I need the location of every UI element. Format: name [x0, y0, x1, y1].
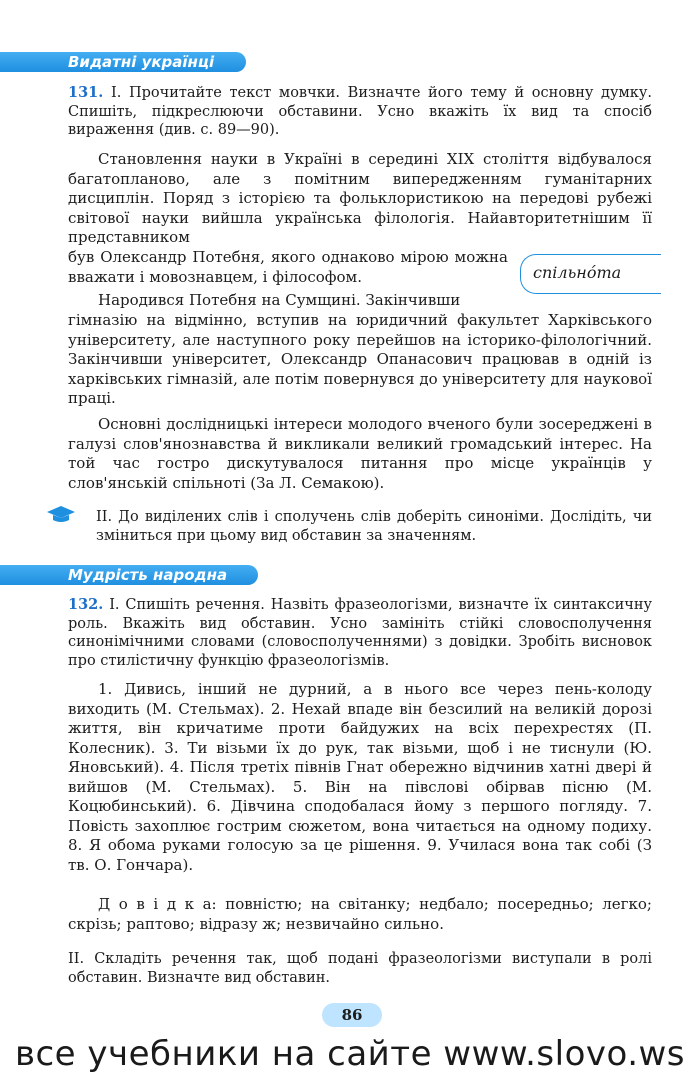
- sidebar-vocab-word: [520, 254, 661, 294]
- task-instruction: І. Прочитайте текст мовчки. Визначте його тему й основну думку. Спишіть, підкреслюючи обставини. Усно вкажіть їх вид та спосіб вираження (див. с. 89—90).: [68, 85, 652, 138]
- reference-label: Д о в і д к а:: [98, 895, 217, 913]
- task-131: [68, 84, 652, 140]
- task-131-part-2: ІІ. До виділених слів і сполучень слів доберіть синоніми. Дослідіть, чи зміниться при цьому вид обставин за значенням.: [96, 509, 652, 544]
- task-number: 131.: [68, 84, 104, 101]
- vocab-word: спільно́та: [533, 263, 622, 282]
- text-paragraph-2-start: Народився Потебня на Сумщині. Закінчивши: [98, 291, 461, 309]
- text-paragraph-3: Основні дослідницькі інтереси молодого вченого були зосереджені в галузі слов'янознавства й викликали великий громадський інтерес. На той час гостро дискутувалося питання про місце українців у слов'янській спільноті (За Л. Семакою).: [68, 415, 652, 492]
- text-paragraph-2: гімназію на відмінно, вступив на юридичний факультет Харківського університету, але наступного року перейшов на історико-філологічний. Закінчивши університет, Олександр Опанасович працював в одній із харківських гімназій, але потім повернувся до університету для наукової праці.: [68, 311, 652, 407]
- task-instruction: І. Спишіть речення. Назвіть фразеологізми, визначте їх синтаксичну роль. Вкажіть вид обставин. Усно замініть стійкі словосполучення синонімічними словами (словосполученнями) з довідки. Зробіть висновок про стилістичну функцію фразеологізмів.: [68, 597, 653, 669]
- page-number: 86: [322, 1003, 382, 1027]
- task-132: [68, 596, 652, 670]
- graduation-cap-icon: [46, 505, 76, 523]
- reference-box: [68, 895, 652, 934]
- section-header-famous-ukrainians: [0, 52, 246, 72]
- section-header-folk-wisdom: [0, 565, 258, 585]
- section-title: Мудрість народна: [68, 566, 228, 584]
- sentences-list: 1. Дивись, інший не дурний, а в нього все через пень-колоду виходить (М. Стельмах). 2. Нехай впаде він безсилий на великій дорозі життя, він кричатиме проти байдужих на всіх перехрестях (П. Колесник). 3. Ти візьми їх до рук, так візьми, щоб і не тиснули (Ю. Яновський). 4. Після третіх півнів Гнат обережно відчинив хатні двері й вийшов (М. Стельмах). 5. Він на півслові обірвав пісню (М. Коцюбинський). 6. Дівчина сподобалася йому з першого погляду. 7. Повість захоплює гострим сюжетом, вона читається на одному подиху. 8. Я обома руками голосую за це рішення. 9. Училася вона так собі (З тв. О. Гончара).: [68, 680, 652, 874]
- text-paragraph-1-cont: був Олександр Потебня, якого однаково мірою можна вважати і мовознавцем, і філософом.: [68, 248, 508, 286]
- task-number: 132.: [68, 596, 104, 613]
- reference-words: повністю; на світанку; недбало; посередньо; легко; скрізь; раптово; відразу ж; незвичайно сильно.: [68, 895, 652, 933]
- section-title: Видатні українці: [68, 53, 215, 71]
- footer-banner: все учебники на сайте www.slovo.ws: [14, 1034, 686, 1074]
- text-paragraph-1: Становлення науки в Україні в середині XIX століття відбувалося багатопланово, але з помітним випередженням гуманітарних дисциплін. Поряд з історією та фольклористикою на передові рубежі світової науки вийшла українська філологія. Найавторитетнішим її представником: [68, 150, 652, 246]
- task-132-part-2: ІІ. Складіть речення так, щоб подані фразеологізми виступали в ролі обставин. Визначте вид обставин.: [68, 951, 652, 986]
